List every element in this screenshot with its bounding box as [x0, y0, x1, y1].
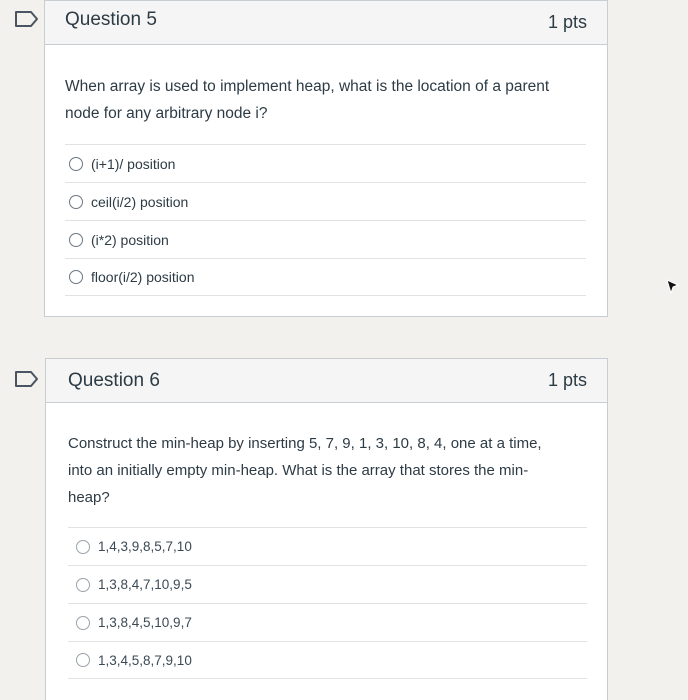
radio-button[interactable]	[69, 270, 83, 284]
question-prompt	[65, 73, 549, 127]
question-header	[46, 359, 607, 403]
answer-option[interactable]	[65, 220, 586, 258]
question-points: 1 pts	[547, 12, 587, 32]
prompt-line: into an initially empty min-heap. What is the array that stores the min-	[68, 462, 529, 479]
answer-label: (i*2) position	[91, 231, 169, 248]
radio-button[interactable]	[76, 653, 90, 667]
radio-button[interactable]	[69, 233, 83, 247]
answer-label: floor(i/2) position	[91, 269, 195, 285]
answer-option[interactable]	[68, 565, 587, 603]
answer-label: (i+1)/ position	[91, 155, 176, 172]
prompt-line: heap?	[68, 489, 110, 506]
answer-option[interactable]	[65, 182, 586, 220]
answer-option[interactable]	[68, 603, 587, 641]
flag-question-icon[interactable]	[14, 370, 40, 388]
mouse-pointer-icon	[666, 279, 680, 300]
answer-list	[65, 144, 586, 296]
answer-option[interactable]	[65, 258, 586, 296]
answer-label: 1,3,4,5,8,7,9,10	[98, 652, 192, 668]
radio-button[interactable]	[76, 578, 90, 592]
radio-button[interactable]	[69, 157, 83, 171]
answer-option[interactable]	[68, 527, 587, 565]
radio-button[interactable]	[76, 540, 90, 554]
flag-question-icon[interactable]	[14, 10, 40, 28]
prompt-line: node for any arbitrary node i?	[65, 105, 268, 122]
answer-label: 1,3,8,4,7,10,9,5	[98, 577, 192, 592]
radio-button[interactable]	[76, 616, 90, 630]
answer-list	[68, 527, 587, 679]
question-points: 1 pts	[547, 370, 587, 390]
answer-label: 1,4,3,9,8,5,7,10	[98, 539, 192, 554]
answer-option[interactable]	[65, 144, 586, 182]
radio-button[interactable]	[69, 195, 83, 209]
prompt-line: Construct the min-heap by inserting 5, 7, 9, 1, 3, 10, 8, 4, one at a time,	[68, 435, 542, 452]
answer-label: ceil(i/2) position	[91, 193, 189, 210]
question-header	[45, 1, 607, 45]
prompt-line: When array is used to implement heap, what is the location of a parent	[65, 78, 550, 95]
question-5-card	[44, 0, 608, 317]
question-title: Question 5	[65, 9, 157, 30]
question-title: Question 6	[68, 370, 160, 391]
question-6-card	[45, 358, 608, 700]
question-prompt	[68, 430, 542, 511]
answer-label: 1,3,8,4,5,10,9,7	[98, 615, 192, 630]
answer-option[interactable]	[68, 641, 587, 679]
